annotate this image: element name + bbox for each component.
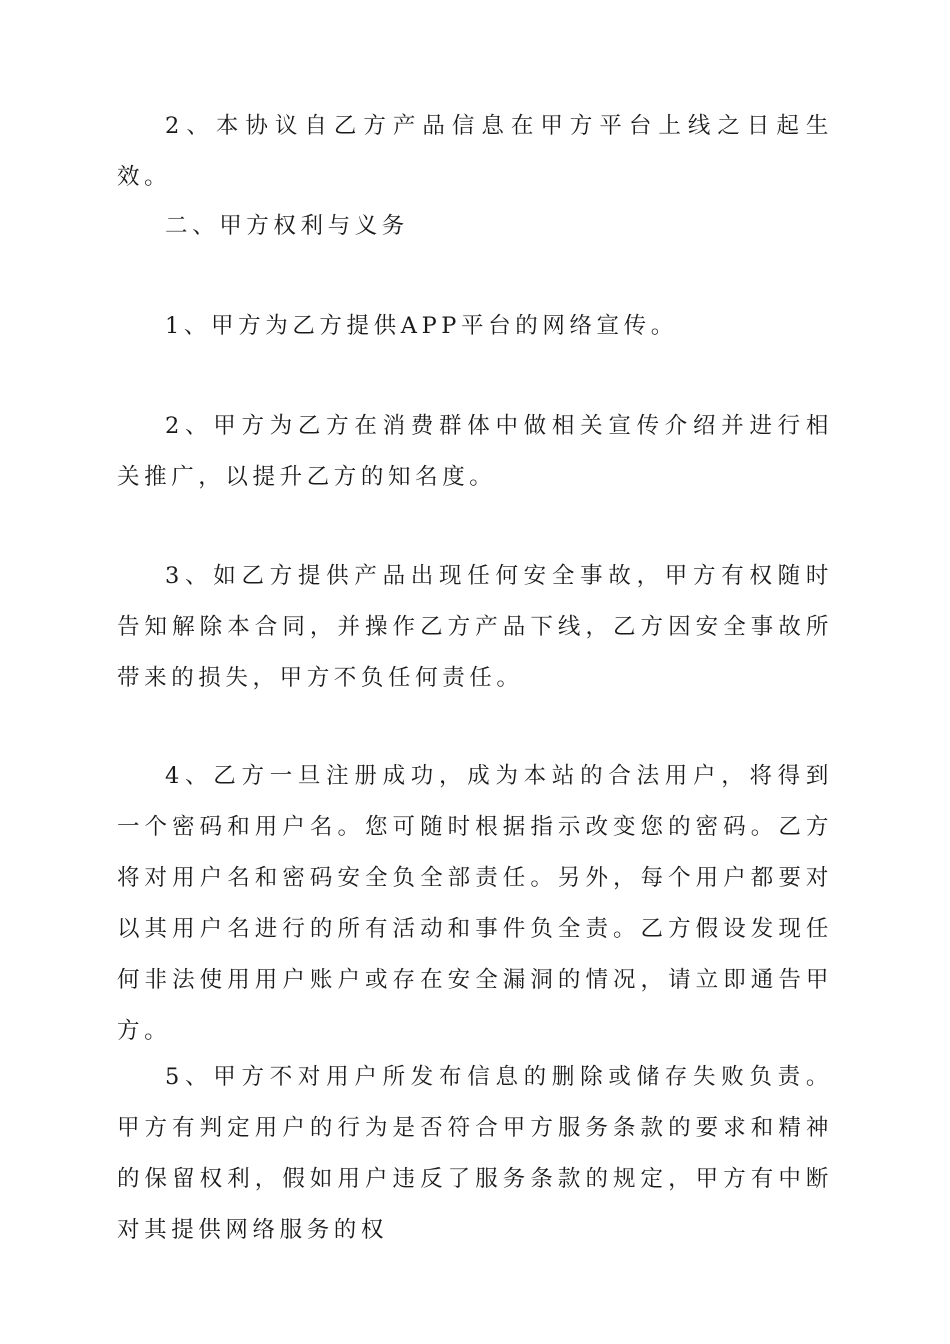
clause-effective-date: 2、本协议自乙方产品信息在甲方平台上线之日起生效。	[117, 113, 833, 190]
section-heading: 二、甲方权利与义务	[165, 213, 409, 239]
clause-item-4: 4、乙方一旦注册成功，成为本站的合法用户，将得到一个密码和用户名。您可随时根据指示改变您的密码。乙方将对用户名和密码安全负全部责任。另外，每个用户都要对以其用户名进行的所有活动和事件负全责。乙方假设发现任何非法使用用户账户或存在安全漏洞的情况，请立即通告甲方。	[117, 763, 833, 1044]
clause-item-2: 2、甲方为乙方在消费群体中做相关宣传介绍并进行相关推广，以提升乙方的知名度。	[117, 413, 833, 490]
clause-item-5: 5、甲方不对用户所发布信息的删除或储存失败负责。甲方有判定用户的行为是否符合甲方服务条款的要求和精神的保留权利，假如用户违反了服务条款的规定，甲方有中断对其提供网络服务的权	[117, 1064, 833, 1243]
clause-item-1: 1、甲方为乙方提供APP平台的网络宣传。	[165, 313, 678, 339]
clause-item-3: 3、如乙方提供产品出现任何安全事故，甲方有权随时告知解除本合同，并操作乙方产品下线，乙方因安全事故所带来的损失，甲方不负任何责任。	[117, 563, 833, 691]
